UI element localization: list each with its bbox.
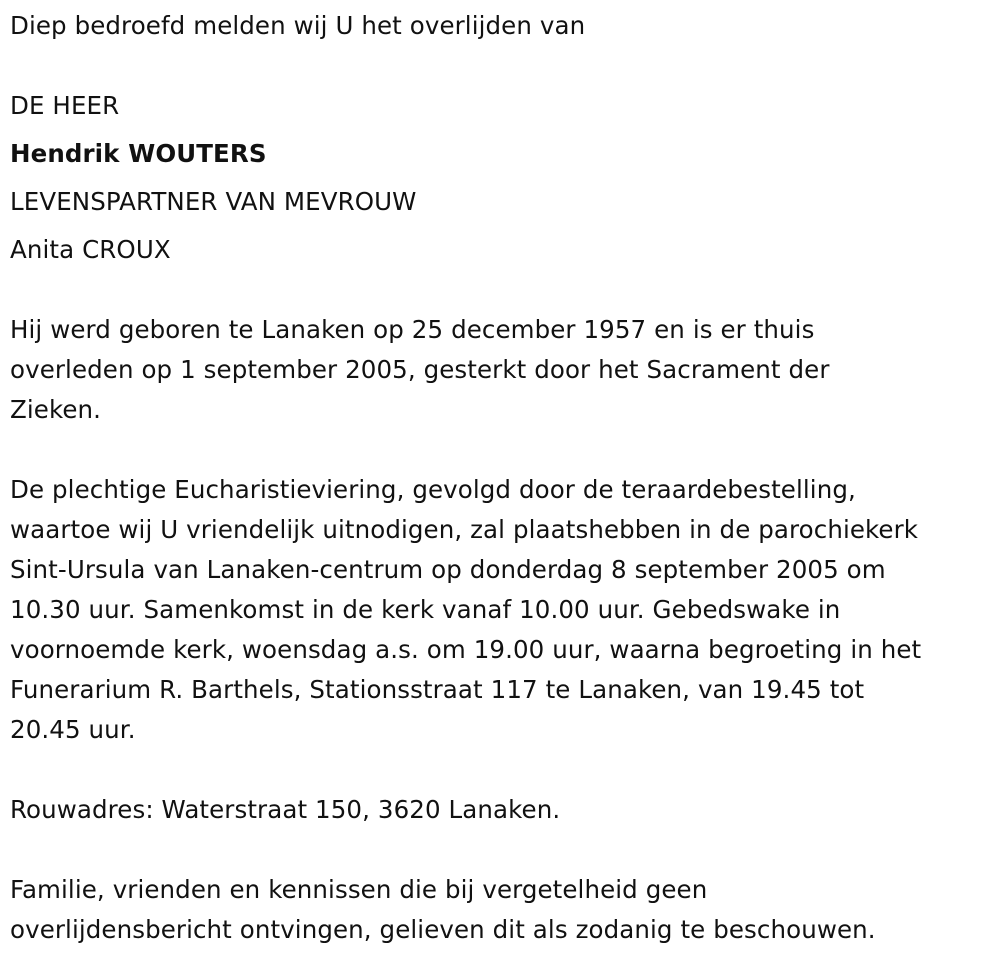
paragraph-line: Sint-Ursula van Lanaken-centrum op donderdag 8 september 2005 om	[10, 555, 886, 584]
paragraph-line: Familie, vrienden en kennissen die bij vergetelheid geen	[10, 875, 708, 904]
ceremony-paragraph	[10, 470, 995, 750]
closing-paragraph	[10, 870, 995, 950]
partner-name: Anita CROUX	[10, 235, 171, 264]
spacer	[10, 750, 995, 790]
spacer	[10, 430, 995, 470]
deceased-header	[10, 82, 995, 274]
spacer	[10, 270, 995, 310]
mourning-address: Rouwadres: Waterstraat 150, 3620 Lanaken.	[10, 795, 561, 824]
relation-label: LEVENSPARTNER VAN MEVROUW	[10, 187, 417, 216]
paragraph-line: overleden op 1 september 2005, gesterkt door het Sacrament der	[10, 355, 830, 384]
deceased-name: Hendrik WOUTERS	[10, 139, 267, 168]
paragraph-line: Hij werd geboren te Lanaken op 25 december 1957 en is er thuis	[10, 315, 815, 344]
paragraph-line: voornoemde kerk, woensdag a.s. om 19.00 uur, waarna begroeting in het	[10, 635, 922, 664]
paragraph-line: Zieken.	[10, 395, 102, 424]
spacer	[10, 46, 995, 86]
death-notice	[10, 6, 995, 950]
paragraph-line: Funerarium R. Barthels, Stationsstraat 117 te Lanaken, van 19.45 tot	[10, 675, 865, 704]
paragraph-line: De plechtige Eucharistieviering, gevolgd door de teraardebestelling,	[10, 475, 856, 504]
paragraph-line: 10.30 uur. Samenkomst in de kerk vanaf 10.00 uur. Gebedswake in	[10, 595, 841, 624]
birth-paragraph	[10, 310, 995, 430]
intro-text	[10, 6, 995, 46]
honorific: DE HEER	[10, 91, 120, 120]
paragraph-line: 20.45 uur.	[10, 715, 136, 744]
address-paragraph	[10, 790, 995, 830]
intro-line: Diep bedroefd melden wij U het overlijden van	[10, 11, 586, 40]
paragraph-line: overlijdensbericht ontvingen, gelieven dit als zodanig te beschouwen.	[10, 915, 876, 944]
spacer	[10, 830, 995, 870]
paragraph-line: waartoe wij U vriendelijk uitnodigen, zal plaatshebben in de parochiekerk	[10, 515, 919, 544]
